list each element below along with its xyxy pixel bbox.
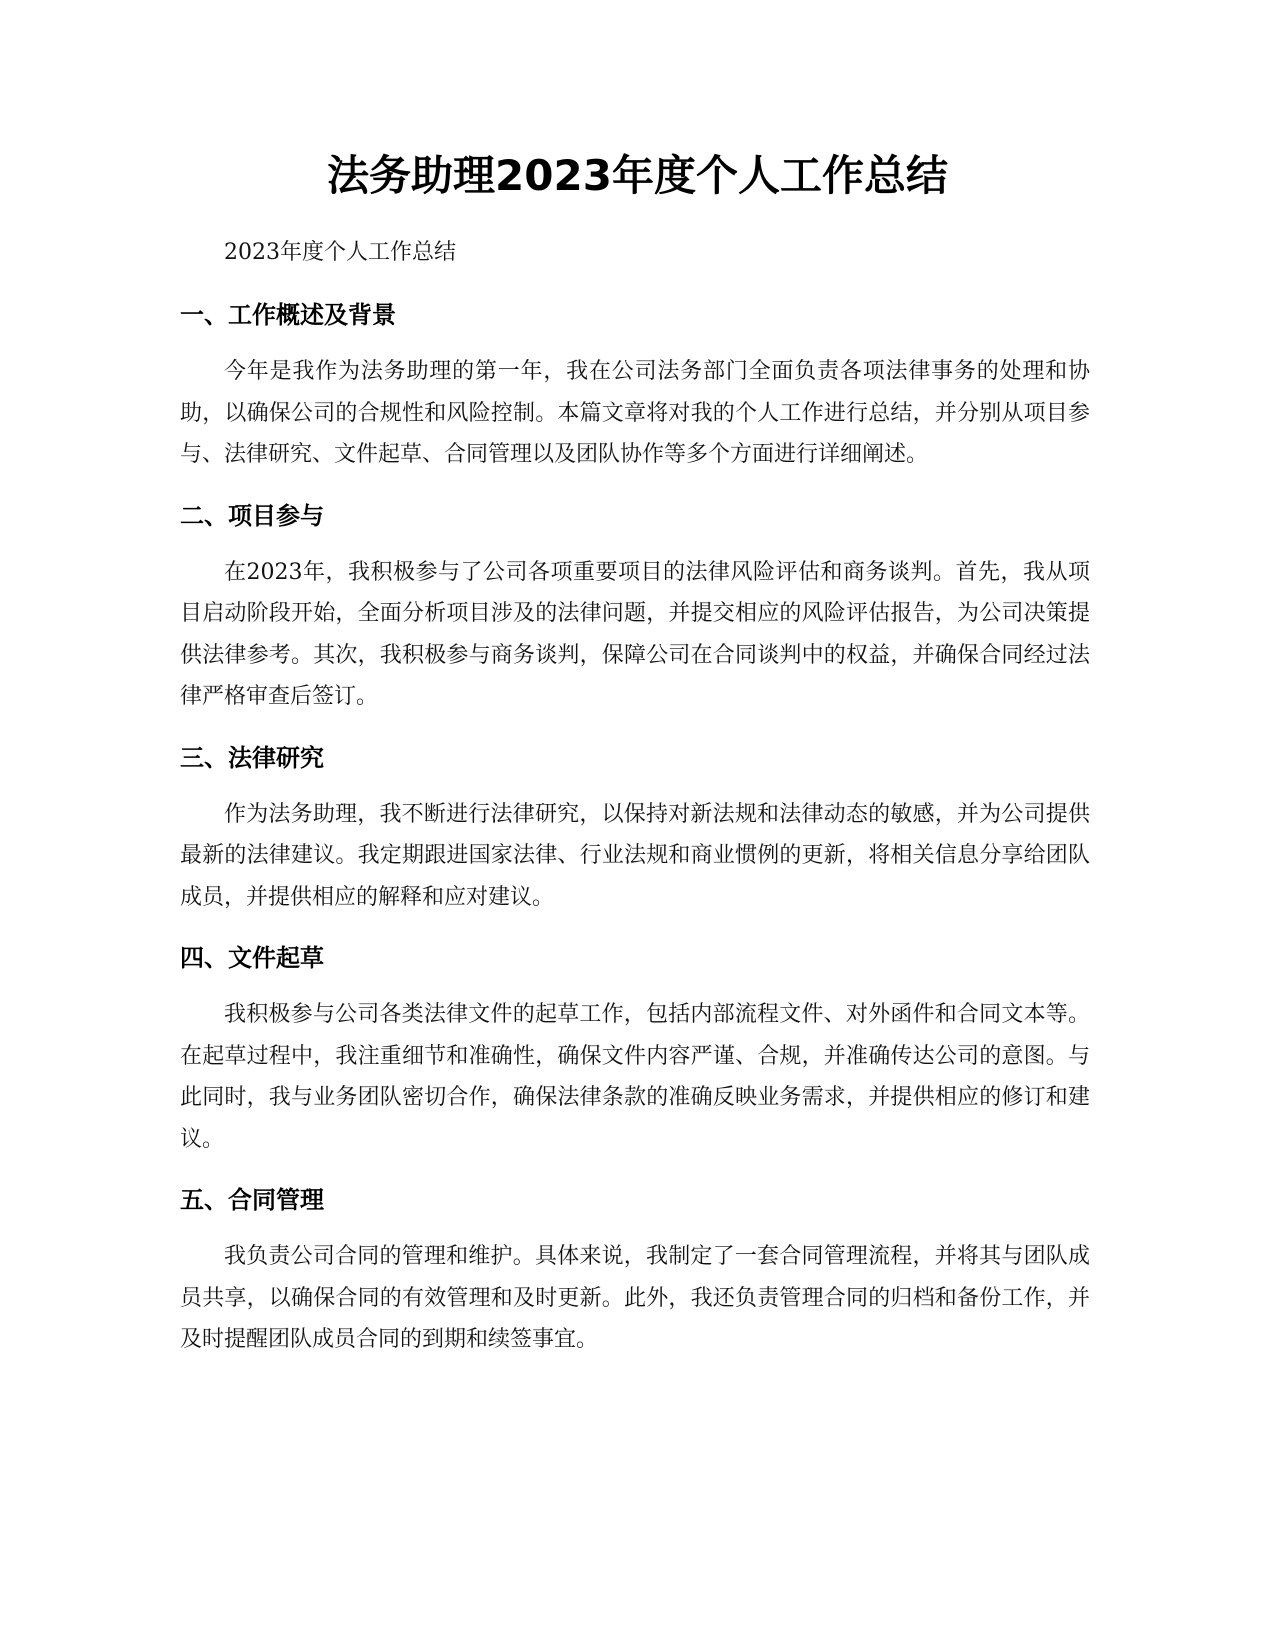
section-heading-drafting: 四、文件起草 (180, 944, 324, 972)
section-heading-overview: 一、工作概述及背景 (180, 301, 396, 329)
section-body-overview: 今年是我作为法务助理的第一年，我在公司法务部门全面负责各项法律事务的处理和协助，以确保公司的合规性和风险控制。本篇文章将对我的个人工作进行总结，并分别从项目参与、法律研究、文件起草、合同管理以及团队协作等多个方面进行详细阐述。 (180, 359, 1090, 467)
document-body (180, 233, 1090, 1381)
section-body-drafting: 我积极参与公司各类法律文件的起草工作，包括内部流程文件、对外函件和合同文本等。在起草过程中，我注重细节和准确性，确保文件内容严谨、合规，并准确传达公司的意图。与此同时，我与业务团队密切合作，确保法律条款的准确反映业务需求，并提供相应的修订和建议。 (180, 1002, 1090, 1152)
section-heading-contract-management: 五、合同管理 (180, 1186, 324, 1214)
section-heading-legal-research: 三、法律研究 (180, 743, 324, 772)
section-body-legal-research: 作为法务助理，我不断进行法律研究，以保持对新法规和法律动态的敏感，并为公司提供最新的法律建议。我定期跟进国家法律、行业法规和商业惯例的更新，将相关信息分享给团队成员，并提供相应的解释和应对建议。 (180, 801, 1090, 910)
document-title: 法务助理2023年度个人工作总结 (327, 151, 948, 200)
section-body-projects: 在2023年，我积极参与了公司各项重要项目的法律风险评估和商务谈判。首先，我从项目启动阶段开始，全面分析项目涉及的法律问题，并提交相应的风险评估报告，为公司决策提供法律参考。其次，我积极参与商务谈判，保障公司在合同谈判中的权益，并确保合同经过法律严格审查后签订。 (180, 559, 1090, 709)
section-heading-projects: 二、项目参与 (180, 501, 324, 530)
section-body-contract-management: 我负责公司合同的管理和维护。具体来说，我制定了一套合同管理流程，并将其与团队成员共享，以确保合同的有效管理和及时更新。此外，我还负责管理合同的归档和备份工作，并及时提醒团队成员合同的到期和续签事宜。 (180, 1244, 1090, 1352)
document-subtitle: 2023年度个人工作总结 (224, 240, 456, 265)
